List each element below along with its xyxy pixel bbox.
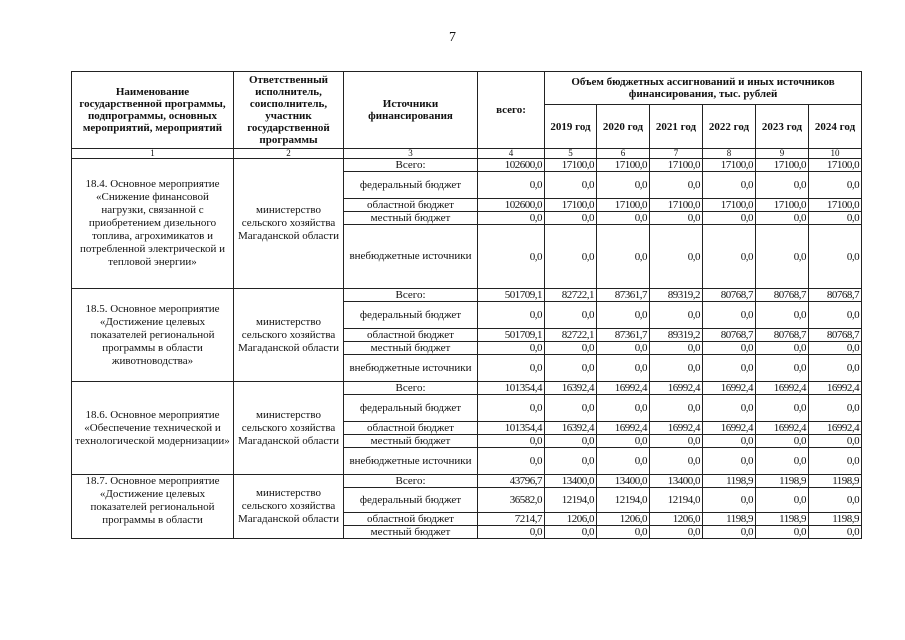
column-number: 8 (703, 149, 756, 159)
amount-year: 16992,4 (809, 422, 862, 435)
funding-source: местный бюджет (344, 212, 478, 225)
table-row (72, 475, 862, 488)
amount-year: 89319,2 (650, 289, 703, 302)
header-volume: Объем бюджетных ассигнований и иных источников финансирования, тыс. рублей (545, 72, 862, 105)
amount-year: 16392,4 (545, 382, 597, 395)
amount-year: 0,0 (545, 172, 597, 199)
funding-source: областной бюджет (344, 329, 478, 342)
activity-name: 18.4. Основное мероприятие «Снижение финансовой нагрузки, связанной с приобретением дизельного топлива, агрохимикатов и потребленной электрической и тепловой энергии» (72, 159, 234, 289)
executor: министерство сельского хозяйства Магаданской области (234, 475, 344, 539)
amount-total: 0,0 (478, 212, 545, 225)
amount-year: 0,0 (597, 355, 650, 382)
amount-year: 0,0 (545, 448, 597, 475)
amount-year: 0,0 (650, 435, 703, 448)
column-number: 4 (478, 149, 545, 159)
amount-year: 0,0 (756, 488, 809, 513)
header-year: 2022 год (703, 105, 756, 149)
amount-year: 89319,2 (650, 329, 703, 342)
amount-year: 13400,0 (650, 475, 703, 488)
amount-total: 501709,1 (478, 289, 545, 302)
amount-total: 102600,0 (478, 199, 545, 212)
funding-source: федеральный бюджет (344, 302, 478, 329)
amount-year: 17100,0 (809, 199, 862, 212)
budget-table-body (72, 159, 862, 539)
amount-year: 13400,0 (597, 475, 650, 488)
amount-year: 17100,0 (756, 159, 809, 172)
funding-source: федеральный бюджет (344, 172, 478, 199)
amount-year: 0,0 (703, 342, 756, 355)
amount-year: 0,0 (650, 355, 703, 382)
amount-year: 0,0 (650, 342, 703, 355)
amount-year: 0,0 (703, 172, 756, 199)
column-number: 10 (809, 149, 862, 159)
amount-year: 80768,7 (703, 329, 756, 342)
amount-year: 16992,4 (756, 422, 809, 435)
activity-name: 18.5. Основное мероприятие «Достижение целевых показателей региональной программы в области животноводства» (72, 289, 234, 382)
amount-total: 36582,0 (478, 488, 545, 513)
amount-year: 16992,4 (650, 382, 703, 395)
amount-year: 80768,7 (756, 289, 809, 302)
funding-source: Всего: (344, 475, 478, 488)
amount-year: 0,0 (809, 355, 862, 382)
column-number: 6 (597, 149, 650, 159)
amount-year: 0,0 (756, 225, 809, 289)
amount-total: 0,0 (478, 172, 545, 199)
header-year: 2021 год (650, 105, 703, 149)
funding-source: областной бюджет (344, 422, 478, 435)
header-total: всего: (478, 72, 545, 149)
amount-year: 0,0 (545, 435, 597, 448)
funding-source: федеральный бюджет (344, 395, 478, 422)
funding-source: Всего: (344, 159, 478, 172)
header-sources: Источники финансирования (344, 72, 478, 149)
amount-year: 0,0 (809, 448, 862, 475)
amount-total: 0,0 (478, 342, 545, 355)
amount-year: 0,0 (756, 172, 809, 199)
amount-year: 0,0 (545, 526, 597, 539)
amount-year: 0,0 (809, 225, 862, 289)
amount-year: 1198,9 (703, 475, 756, 488)
amount-year: 0,0 (597, 302, 650, 329)
activity-name: 18.7. Основное мероприятие «Достижение целевых показателей региональной программы в области (72, 475, 234, 539)
column-number: 1 (72, 149, 234, 159)
amount-year: 16992,4 (809, 382, 862, 395)
column-number: 3 (344, 149, 478, 159)
amount-year: 0,0 (703, 526, 756, 539)
funding-source: внебюджетные источники (344, 225, 478, 289)
budget-table (71, 71, 862, 539)
amount-year: 1198,9 (809, 513, 862, 526)
amount-year: 17100,0 (650, 159, 703, 172)
amount-year: 0,0 (756, 448, 809, 475)
amount-year: 0,0 (809, 342, 862, 355)
table-row (72, 382, 862, 395)
funding-source: местный бюджет (344, 435, 478, 448)
amount-year: 0,0 (809, 488, 862, 513)
amount-year: 1198,9 (756, 513, 809, 526)
amount-year: 0,0 (809, 172, 862, 199)
funding-source: внебюджетные источники (344, 448, 478, 475)
amount-year: 16992,4 (650, 422, 703, 435)
amount-total: 501709,1 (478, 329, 545, 342)
amount-year: 0,0 (597, 212, 650, 225)
amount-year: 1206,0 (650, 513, 703, 526)
amount-year: 0,0 (545, 395, 597, 422)
amount-total: 101354,4 (478, 382, 545, 395)
amount-year: 13400,0 (545, 475, 597, 488)
amount-year: 16992,4 (703, 382, 756, 395)
amount-year: 82722,1 (545, 289, 597, 302)
amount-year: 87361,7 (597, 289, 650, 302)
amount-year: 1198,9 (756, 475, 809, 488)
amount-year: 17100,0 (703, 199, 756, 212)
amount-year: 16992,4 (597, 422, 650, 435)
amount-year: 0,0 (597, 395, 650, 422)
amount-year: 0,0 (545, 225, 597, 289)
header-name: Наименование государственной программы, подпрограммы, основных мероприятий, мероприятий (72, 72, 234, 149)
header-executor: Ответственный исполнитель, соисполнитель, участник государственной программы (234, 72, 344, 149)
amount-year: 17100,0 (809, 159, 862, 172)
amount-year: 0,0 (703, 212, 756, 225)
amount-year: 17100,0 (597, 199, 650, 212)
funding-source: Всего: (344, 382, 478, 395)
amount-total: 0,0 (478, 225, 545, 289)
amount-total: 0,0 (478, 435, 545, 448)
amount-year: 0,0 (703, 488, 756, 513)
amount-year: 0,0 (597, 172, 650, 199)
executor: министерство сельского хозяйства Магаданской области (234, 382, 344, 475)
amount-year: 0,0 (756, 355, 809, 382)
column-number: 5 (545, 149, 597, 159)
amount-year: 0,0 (756, 526, 809, 539)
amount-year: 0,0 (597, 225, 650, 289)
amount-year: 0,0 (597, 526, 650, 539)
amount-year: 80768,7 (809, 329, 862, 342)
amount-year: 1206,0 (597, 513, 650, 526)
amount-year: 0,0 (756, 212, 809, 225)
amount-year: 16392,4 (545, 422, 597, 435)
amount-year: 0,0 (756, 395, 809, 422)
amount-year: 80768,7 (809, 289, 862, 302)
amount-year: 0,0 (597, 448, 650, 475)
amount-year: 0,0 (650, 212, 703, 225)
amount-total: 0,0 (478, 355, 545, 382)
amount-year: 16992,4 (597, 382, 650, 395)
amount-year: 0,0 (809, 526, 862, 539)
amount-year: 0,0 (650, 526, 703, 539)
amount-year: 12194,0 (597, 488, 650, 513)
funding-source: местный бюджет (344, 526, 478, 539)
amount-total: 7214,7 (478, 513, 545, 526)
amount-year: 82722,1 (545, 329, 597, 342)
amount-year: 0,0 (756, 342, 809, 355)
amount-year: 80768,7 (756, 329, 809, 342)
amount-year: 12194,0 (650, 488, 703, 513)
funding-source: федеральный бюджет (344, 488, 478, 513)
executor: министерство сельского хозяйства Магаданской области (234, 159, 344, 289)
funding-source: областной бюджет (344, 199, 478, 212)
amount-total: 0,0 (478, 526, 545, 539)
amount-year: 0,0 (703, 395, 756, 422)
amount-total: 0,0 (478, 395, 545, 422)
amount-total: 101354,4 (478, 422, 545, 435)
amount-year: 1206,0 (545, 513, 597, 526)
amount-total: 0,0 (478, 448, 545, 475)
amount-year: 0,0 (545, 355, 597, 382)
amount-year: 0,0 (703, 225, 756, 289)
amount-year: 0,0 (650, 395, 703, 422)
amount-year: 0,0 (809, 302, 862, 329)
amount-year: 0,0 (650, 172, 703, 199)
amount-year: 0,0 (756, 302, 809, 329)
amount-year: 1198,9 (703, 513, 756, 526)
amount-year: 17100,0 (703, 159, 756, 172)
header-year: 2024 год (809, 105, 862, 149)
column-number: 9 (756, 149, 809, 159)
activity-name: 18.6. Основное мероприятие «Обеспечение технической и технологической модернизации» (72, 382, 234, 475)
amount-year: 0,0 (597, 342, 650, 355)
amount-year: 17100,0 (597, 159, 650, 172)
executor: министерство сельского хозяйства Магаданской области (234, 289, 344, 382)
amount-year: 0,0 (650, 225, 703, 289)
amount-year: 0,0 (703, 448, 756, 475)
amount-year: 0,0 (756, 435, 809, 448)
amount-year: 0,0 (650, 302, 703, 329)
table-row (72, 159, 862, 172)
amount-year: 0,0 (545, 302, 597, 329)
amount-year: 17100,0 (545, 159, 597, 172)
amount-year: 17100,0 (756, 199, 809, 212)
amount-year: 80768,7 (703, 289, 756, 302)
amount-year: 0,0 (545, 212, 597, 225)
page-number: 7 (449, 30, 456, 45)
amount-year: 0,0 (809, 395, 862, 422)
amount-year: 0,0 (703, 435, 756, 448)
amount-year: 0,0 (809, 212, 862, 225)
funding-source: областной бюджет (344, 513, 478, 526)
amount-year: 17100,0 (545, 199, 597, 212)
amount-year: 0,0 (703, 302, 756, 329)
funding-source: Всего: (344, 289, 478, 302)
funding-source: местный бюджет (344, 342, 478, 355)
amount-year: 87361,7 (597, 329, 650, 342)
column-number: 2 (234, 149, 344, 159)
header-year: 2019 год (545, 105, 597, 149)
amount-year: 0,0 (809, 435, 862, 448)
amount-year: 0,0 (545, 342, 597, 355)
amount-year: 16992,4 (703, 422, 756, 435)
funding-source: внебюджетные источники (344, 355, 478, 382)
table-row (72, 289, 862, 302)
amount-total: 0,0 (478, 302, 545, 329)
amount-year: 0,0 (650, 448, 703, 475)
amount-year: 17100,0 (650, 199, 703, 212)
amount-year: 0,0 (703, 355, 756, 382)
column-number: 7 (650, 149, 703, 159)
amount-total: 102600,0 (478, 159, 545, 172)
amount-year: 12194,0 (545, 488, 597, 513)
amount-total: 43796,7 (478, 475, 545, 488)
amount-year: 16992,4 (756, 382, 809, 395)
amount-year: 1198,9 (809, 475, 862, 488)
amount-year: 0,0 (597, 435, 650, 448)
header-year: 2020 год (597, 105, 650, 149)
header-year: 2023 год (756, 105, 809, 149)
